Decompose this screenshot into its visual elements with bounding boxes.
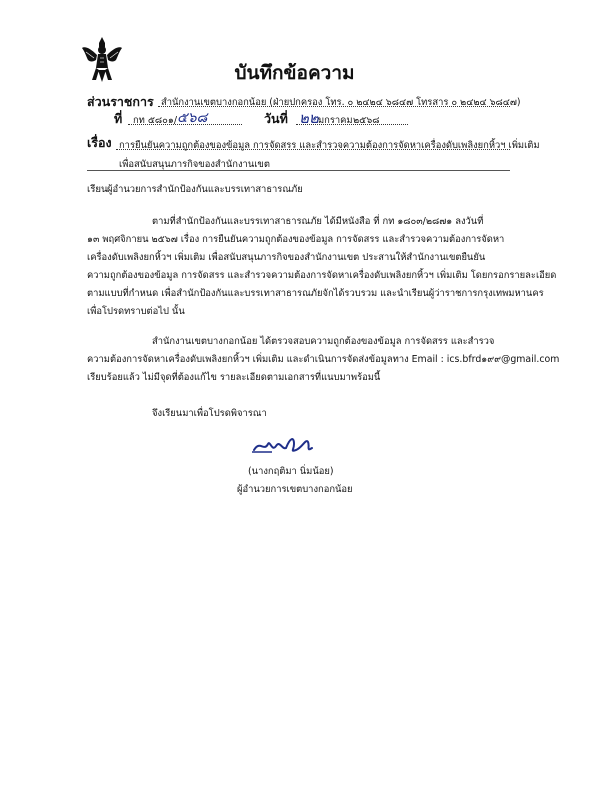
paragraph-1-line-1: ตามที่สำนักป้องกันและบรรเทาสาธารณภัย ได้มีหนังสือ ที่ กท ๑๘๐๓/๒๘๗๑ ลงวันที่ [152,216,484,227]
header-divider [87,170,510,171]
agency-dotted-line [158,106,510,107]
subject-dotted-line [116,149,510,150]
paragraph-1-line-3: เครื่องดับเพลิงยกหิ้วฯ เพิ่มเติม เพื่อสนับสนุนภารกิจของสำนักงานเขต ประสานให้สำนักงานเขตยืนยัน [87,252,486,263]
handwritten-signature [250,430,320,458]
date-dotted-line [296,124,408,125]
paragraph-1-line-2: ๑๓ พฤศจิกายน ๒๕๖๗ เรื่อง การยืนยันความถูกต้องของข้อมูล การจัดสรร และสำรวจความต้องการจัดหา [87,234,505,245]
subject-line-1: การยืนยันความถูกต้องของข้อมูล การจัดสรร และสำรวจความต้องการจัดหาเครื่องดับเพลิงยกหิ้วฯ เพิ่มเติม [119,140,540,151]
document-title: บันทึกข้อความ [234,62,355,84]
reference-dotted-line [128,124,242,125]
closing-line: จึงเรียนมาเพื่อโปรดพิจารณา [152,408,267,419]
signer-name: (นางกฤติมา นิ่มน้อย) [248,466,334,477]
date-label: วันที่ [264,111,288,126]
paragraph-1-line-5: ตามแบบที่กำหนด เพื่อสำนักป้องกันและบรรเทาสาธารณภัยจักได้รวบรวม และนำเรียนผู้ว่าราชการกรุงเทพมหานคร [87,288,544,299]
date-day-handwritten: ๒๒ [299,109,319,127]
subject-label: เรื่อง [87,135,112,150]
paragraph-2-line-1: สำนักงานเขตบางกอกน้อย ได้ตรวจสอบความถูกต้องของข้อมูล การจัดสรร และสำรวจ [152,336,495,347]
agency-label: ส่วนราชการ [87,94,154,109]
date-year: ๒๕๖๘ [353,115,380,126]
salutation-label: เรียน [87,184,108,195]
date-month: มกราคม [318,115,353,126]
reference-number: กท ๕๘๐๑/ [133,115,177,126]
paragraph-2-line-3: เรียบร้อยแล้ว ไม่มีจุดที่ต้องแก้ไข รายละเอียดตามเอกสารที่แนบมาพร้อมนี้ [87,372,381,383]
reference-label: ที่ [114,111,123,126]
paragraph-1-line-4: ความถูกต้องของข้อมูล การจัดสรร และสำรวจความต้องการจัดหาเครื่องดับเพลิงยกหิ้วฯ เพิ่มเติม โดยกรอกรายละเอียด [87,270,557,281]
salutation-recipient: ผู้อำนวยการสำนักป้องกันและบรรเทาสาธารณภัย [107,184,303,195]
subject-line-2: เพื่อสนับสนุนภารกิจของสำนักงานเขต [119,159,270,170]
signer-position: ผู้อำนวยการเขตบางกอกน้อย [237,484,353,495]
agency-text: สำนักงานเขตบางกอกน้อย (ฝ่ายปกครอง โทร. ๐ ๒๔๒๔ ๖๘๔๗ โทรสาร ๐ ๒๔๒๔ ๖๘๔๗) [161,97,521,108]
paragraph-2-line-2: ความต้องการจัดหาเครื่องดับเพลิงยกหิ้วฯ เพิ่มเติม และดำเนินการจัดส่งข้อมูลทาง Email : ics.bfrd๑๙๙@gmail.com [87,354,560,365]
paragraph-1-line-6: เพื่อโปรดทราบต่อไป นั้น [87,306,185,317]
reference-handwritten: ๕๖๘ [177,110,208,126]
